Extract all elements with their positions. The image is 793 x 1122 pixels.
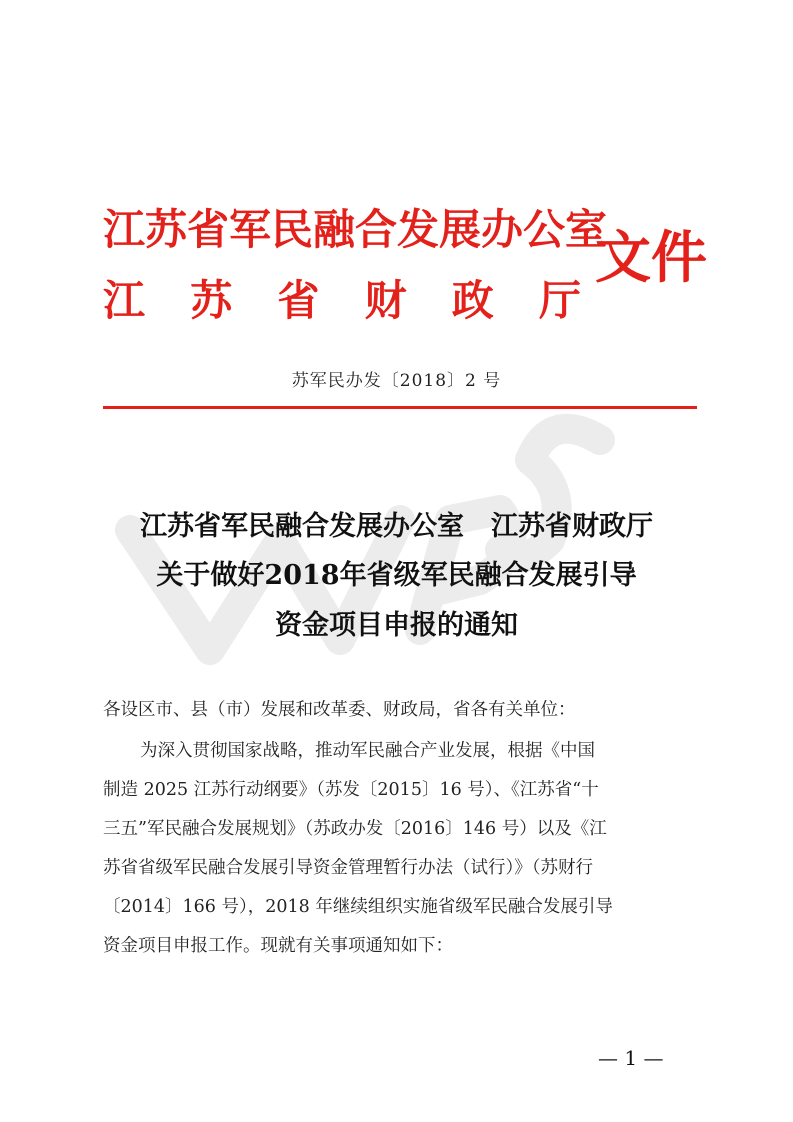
salutation: 各设区市、县（市）发展和改革委、财政局，省各有关单位： [103, 700, 576, 720]
issuer-name-military-civil: 江苏省军民融合发展办公室 [103, 205, 608, 254]
red-divider [103, 406, 697, 409]
body-text-line: 三五”军民融合发展规划》（苏政办发〔2016〕146 号）以及《江 [103, 819, 607, 839]
body-text-line: 〔2014〕166 号），2018 年继续组织实施省级军民融合发展引导 [103, 897, 613, 917]
document-label: 文件 [595, 225, 707, 291]
notice-title-line-3: 资金项目申报的通知 [275, 610, 518, 641]
page-number: — 1 — [598, 1046, 664, 1070]
issuer-char: 财 [364, 276, 407, 325]
notice-title-line-1: 江苏省军民融合发展办公室 江苏省财政厅 [140, 511, 653, 542]
body-text-line: 资金项目申报工作。现就有关事项通知如下： [103, 936, 453, 956]
body-text-line: 苏省省级军民融合发展引导资金管理暂行办法（试行）》（苏财行 [103, 858, 593, 878]
watermark-logo [100, 400, 620, 700]
body-text-line: 为深入贯彻国家战略，推动军民融合产业发展，根据《中国 [140, 741, 595, 761]
notice-title-line-2: 关于做好2018年省级军民融合发展引导 [156, 560, 637, 591]
issuer-char: 政 [451, 276, 494, 325]
issuer-char: 厅 [538, 276, 581, 325]
document-number: 苏军民办发〔2018〕2 号 [291, 371, 502, 391]
body-text-line: 制造 2025 江苏行动纲要》（苏发〔2015〕16 号）、《江苏省“十 [103, 780, 599, 800]
issuer-char: 江 [103, 276, 146, 325]
issuer-char: 省 [277, 276, 320, 325]
issuer-char: 苏 [190, 276, 233, 325]
issuer-name-finance [103, 276, 581, 326]
